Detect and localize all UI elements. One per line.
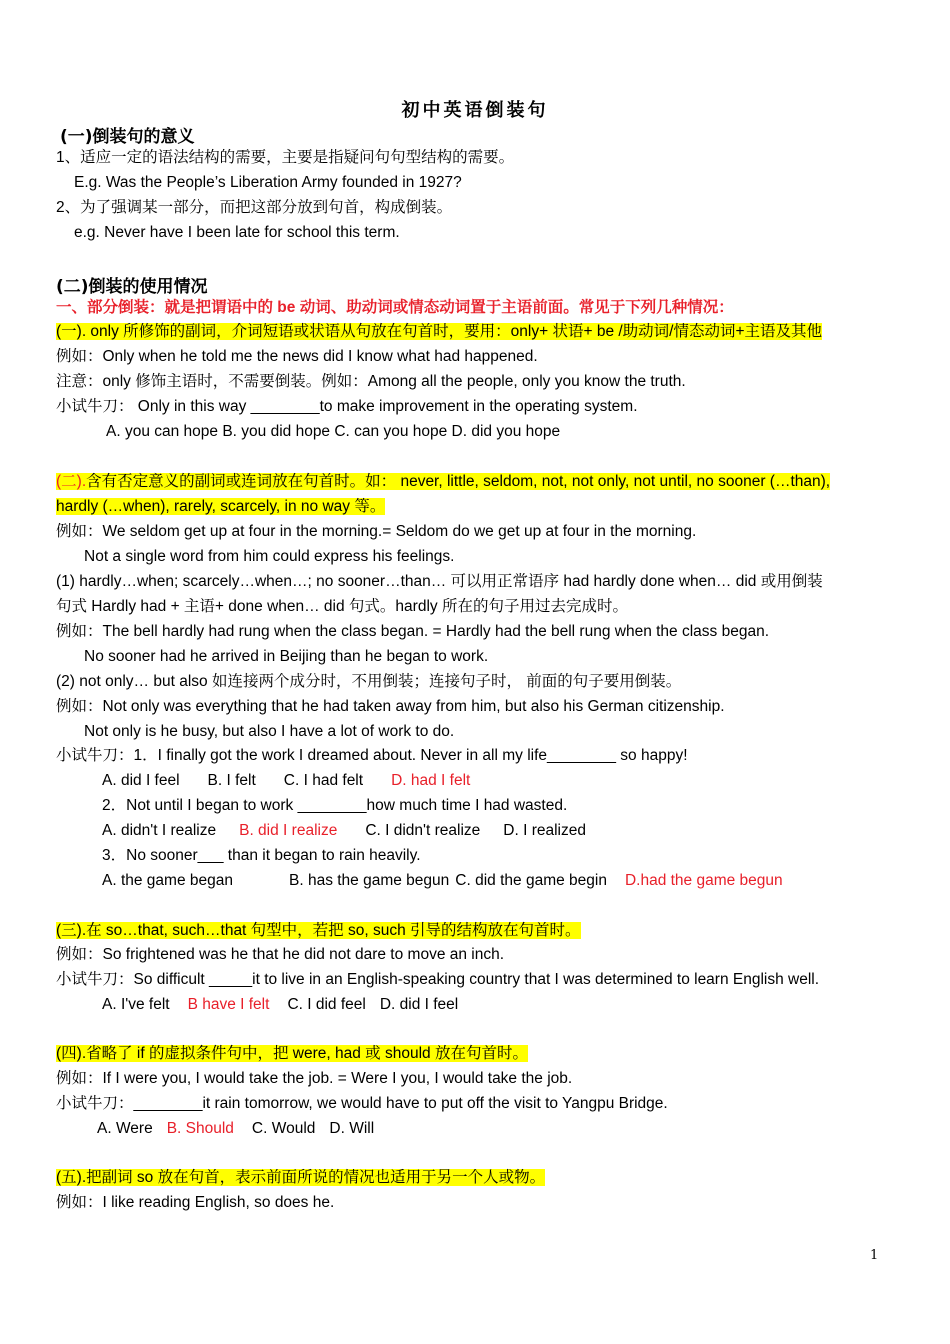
rule-2-quiz-2-options: A. didn't I realize B. did I realize C. I didn't realize D. I realized — [102, 822, 586, 839]
answer: B. did I realize — [239, 822, 338, 839]
rule-1-quiz: 小试牛刀： Only in this way ________to make improvement in the operating system. — [56, 398, 638, 415]
s1-example-2: e.g. Never have I been late for school this term. — [74, 224, 400, 241]
s1-point-2: 2、为了强调某一部分，而把这部分放到句首，构成倒装。 — [56, 199, 453, 216]
rule-5-example: 例如：I like reading English, so does he. — [56, 1194, 335, 1211]
section-2-heading: (二)倒装的使用情况 — [56, 277, 208, 297]
rule-2-quiz-3: 3．No sooner___ than it began to rain heavily. — [102, 847, 421, 864]
document-title: 初中英语倒装句 — [401, 100, 549, 121]
rule-2-quiz-1: 小试牛刀：1．I finally got the work I dreamed about. Never in all my life________ so happy! — [56, 747, 688, 764]
page-number: 1 — [870, 1248, 879, 1263]
rule-2-quiz-2: 2．Not until I began to work ________how much time I had wasted. — [102, 797, 568, 814]
rule-2-example-2: Not a single word from him could express his feelings. — [84, 548, 455, 565]
rule-3-options: A. I've felt B have I felt C. I did feel D. did I feel — [102, 996, 459, 1013]
rule-2-quiz-1-options: A. did I feel B. I felt C. I had felt D. had I felt — [102, 772, 471, 789]
rule-3-heading: (三).在 so…that, such…that 句型中，若把 so, such 引导的结构放在句首时。 — [56, 922, 581, 939]
s2-subheading: 一、部分倒装：就是把谓语中的 be 动词、助动词或情态动词置于主语前面。常见于下列几种情况： — [56, 299, 734, 316]
rule-4-example: 例如：If I were you, I would take the job. = Were I you, I would take the job. — [56, 1070, 573, 1087]
rule-2-example-1: 例如：We seldom get up at four in the morning.= Seldom do we get up at four in the morning. — [56, 523, 697, 540]
rule-2-note-1b: 句式 Hardly had + 主语+ done when… did 句式。hardly 所在的句子用过去完成时。 — [56, 598, 628, 615]
rule-3-quiz: 小试牛刀：So difficult _____it to live in an English-speaking country that I was determined to learn English well. — [56, 971, 820, 988]
s1-point-1: 1、适应一定的语法结构的需要，主要是指疑问句句型结构的需要。 — [56, 149, 515, 166]
rule-2-note-1a: (1) hardly…when; scarcely…when…; no sooner…than… 可以用正常语序 had hardly done when… did 或用倒装 — [56, 573, 823, 590]
rule-1-options: A. you can hope B. you did hope C. can you hope D. did you hope — [106, 423, 561, 440]
rule-2-heading-line-2: hardly (…when), rarely, scarcely, in no way 等。 — [56, 498, 386, 515]
rule-4-options: A. Were B. Should C. Would D. Will — [97, 1120, 375, 1137]
rule-2-example-4: No sooner had he arrived in Beijing than he began to work. — [84, 648, 489, 665]
answer: D.had the game begun — [624, 872, 783, 889]
rule-2-note-2: (2) not only… but also 如连接两个成分时，不用倒装；连接句子时， 前面的句子要用倒装。 — [56, 673, 682, 690]
answer: B. Should — [166, 1120, 234, 1137]
rule-4-heading: (四).省略了 if 的虚拟条件句中，把 were, had 或 should 放在句首时。 — [56, 1045, 528, 1062]
answer: B have I felt — [187, 996, 270, 1013]
rule-1-example: 例如：Only when he told me the news did I know what had happened. — [56, 348, 538, 365]
rule-2-heading-line-1: (二).含有否定意义的副词或连词放在句首时。如： never, little, seldom, not, not only, not until, no sooner (…than), — [56, 473, 831, 490]
rule-4-quiz: 小试牛刀：________it rain tomorrow, we would have to put off the visit to Yangpu Bridge. — [56, 1095, 668, 1112]
rule-2-example-3: 例如：The bell hardly had rung when the class began. = Hardly had the bell rung when the class began. — [56, 623, 770, 640]
rule-2-quiz-3-options: A. the game began B. has the game begun C. did the game begin D.had the game begun — [102, 872, 783, 889]
rule-5-heading: (五).把副词 so 放在句首，表示前面所说的情况也适用于另一个人或物。 — [56, 1169, 546, 1186]
s1-example-1: E.g. Was the People’s Liberation Army founded in 1927? — [74, 174, 462, 191]
rule-2-example-5: 例如：Not only was everything that he had taken away from him, but also his German citizenship. — [56, 698, 725, 715]
section-1-heading: (一)倒装句的意义 — [60, 127, 195, 147]
rule-2-example-6: Not only is he busy, but also I have a lot of work to do. — [84, 723, 455, 740]
rule-1-note: 注意：only 修饰主语时，不需要倒装。例如：Among all the people, only you know the truth. — [56, 373, 686, 390]
rule-3-example: 例如：So frightened was he that he did not dare to move an inch. — [56, 946, 505, 963]
answer: D. had I felt — [391, 772, 471, 789]
rule-1-heading: (一). only 所修饰的副词，介词短语或状语从句放在句首时，要用：only+ 状语+ be /助动词/情态动词+主语及其他 — [56, 323, 823, 340]
